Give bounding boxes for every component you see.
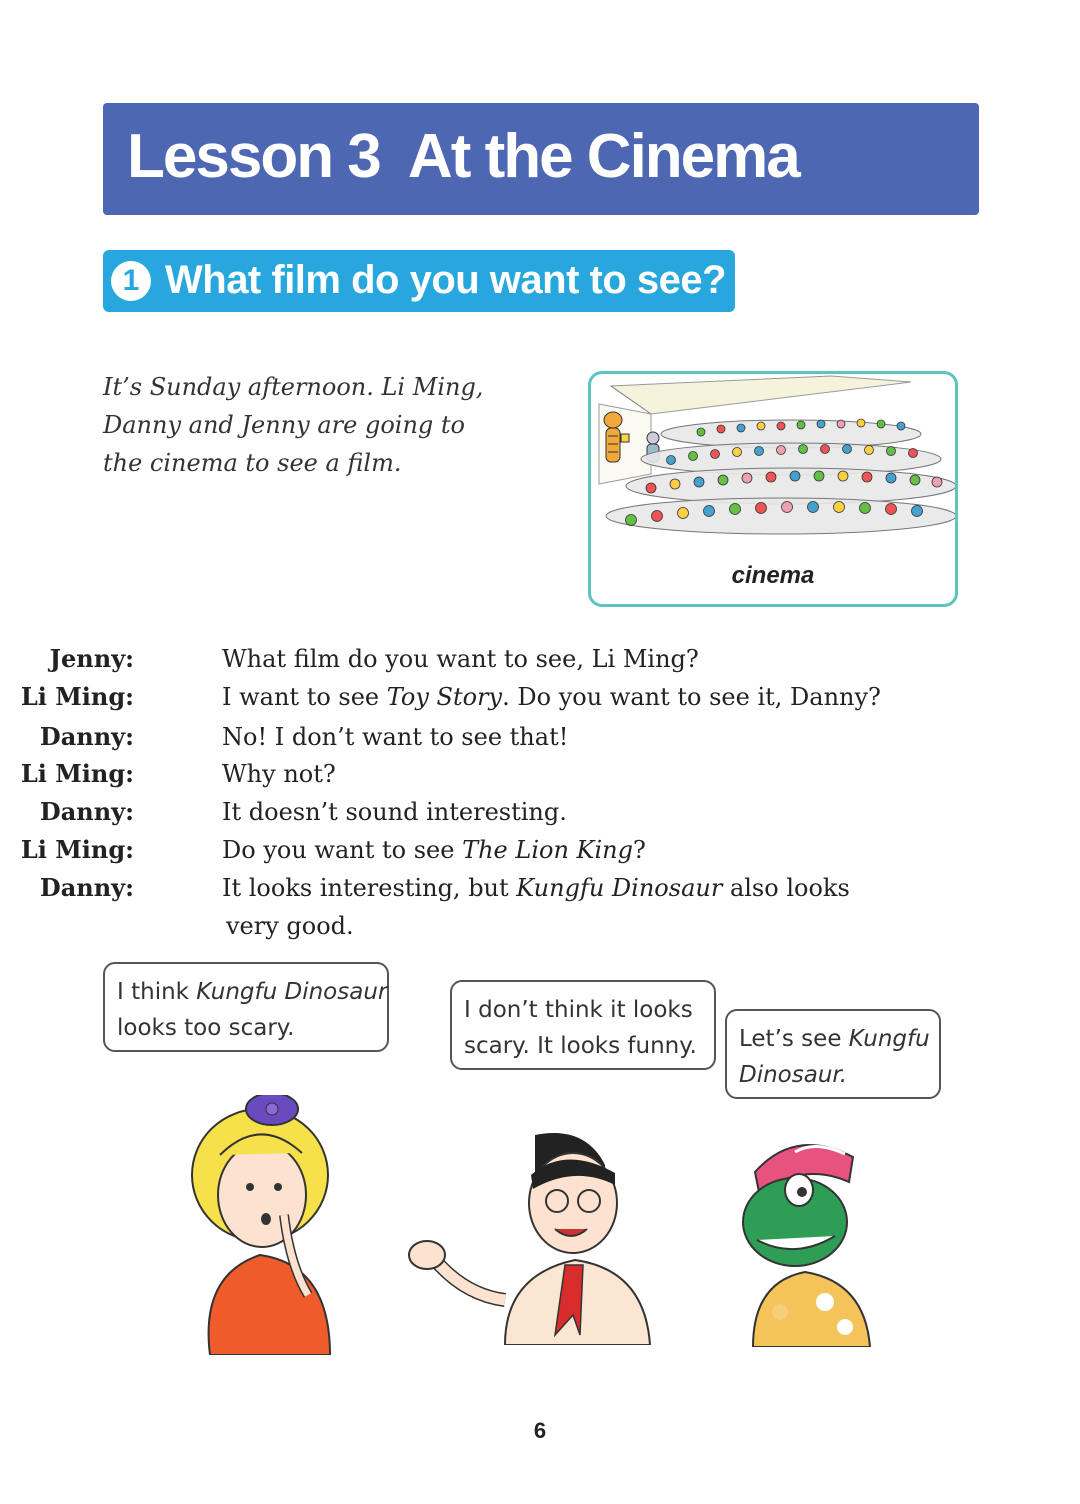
speaker-name: Li Ming: [20, 759, 134, 788]
film-title: Toy Story [386, 683, 503, 711]
lesson-title: Lesson 3 At the Cinema [127, 122, 799, 191]
lesson-banner [103, 103, 979, 215]
speech-text: very good. [226, 912, 354, 940]
speech-text: What film do you want to see, Li Ming? [222, 645, 699, 673]
dialogue-line [0, 869, 1000, 907]
speech-bubble-jenny: I think Kungfu Dinosaur looks too scary. [103, 962, 389, 1052]
picture-caption: cinema [731, 562, 815, 589]
speaker-name: Jenny: [49, 644, 134, 673]
speech-text: It looks interesting, but Kungfu Dinosaur also looks [222, 874, 850, 902]
speaker-name: Danny: [39, 873, 134, 902]
dialogue-line [0, 831, 1000, 869]
intro-line: the cinema to see a film. [103, 449, 402, 477]
section-title: What film do you want to see? [165, 258, 727, 302]
cinema-picture [588, 371, 958, 607]
dialogue-line [0, 678, 1000, 716]
film-title: Kungfu Dinosaur [516, 874, 723, 902]
dialogue-line [0, 755, 1000, 793]
speech-text: No! I don’t want to see that! [222, 723, 569, 751]
dialogue-line [0, 718, 1000, 756]
section-number-badge: 1 [111, 261, 151, 301]
speech-bubble-li-ming: I don’t think it looks scary. It looks funny. [450, 980, 716, 1070]
li-ming-figure [405, 1125, 655, 1345]
danny-dinosaur-figure [735, 1132, 885, 1347]
film-title: The Lion King [462, 836, 633, 864]
section-banner [103, 250, 735, 312]
speech-text: I want to see Toy Story. Do you want to see it, Danny? [222, 683, 881, 711]
speech-text: Why not? [222, 760, 336, 788]
dialogue-line [0, 793, 1000, 831]
speech-bubble-danny: Let’s see Kungfu Dinosaur. [725, 1009, 941, 1099]
speaker-name: Danny: [39, 722, 134, 751]
dialogue-line [0, 640, 1000, 678]
intro-line: Danny and Jenny are going to [103, 411, 465, 439]
cinema-illustration [591, 374, 955, 554]
dialogue-line [0, 907, 1000, 945]
speaker-name: Li Ming: [20, 682, 134, 711]
speaker-name: Danny: [39, 797, 134, 826]
jenny-figure [180, 1095, 360, 1355]
page-number: 6 [533, 1418, 547, 1443]
intro-text [103, 368, 523, 482]
intro-line: It’s Sunday afternoon. Li Ming, [103, 373, 484, 401]
speaker-name: Li Ming: [20, 835, 134, 864]
speech-text: Do you want to see The Lion King? [222, 836, 646, 864]
speech-text: It doesn’t sound interesting. [222, 798, 567, 826]
